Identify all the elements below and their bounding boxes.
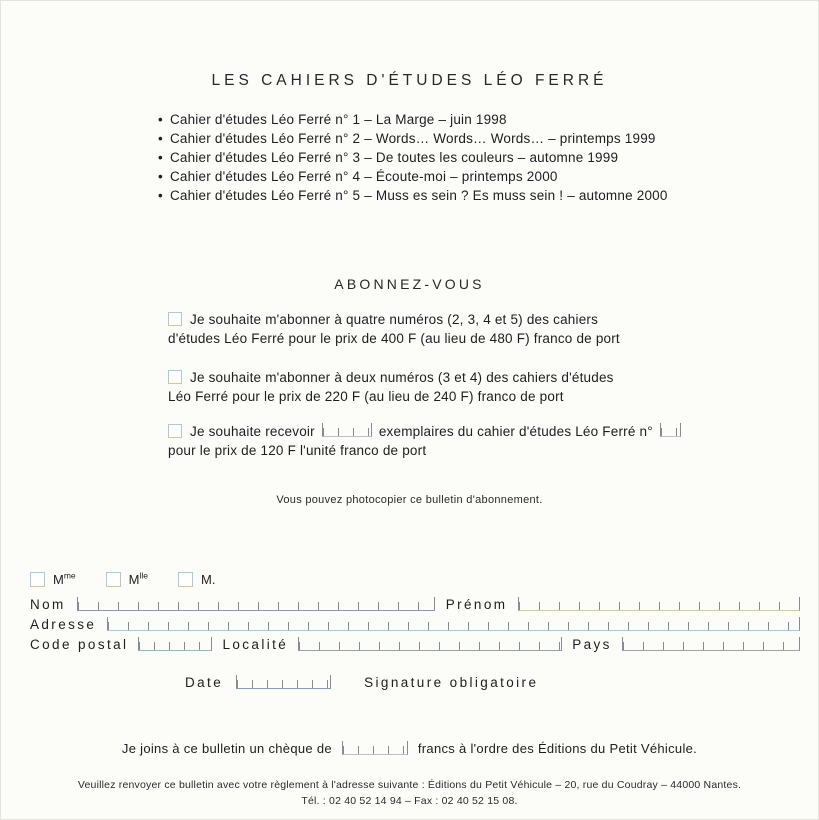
bullet-icon: • — [158, 112, 163, 127]
adresse-field[interactable] — [107, 617, 800, 631]
civility-mlle-checkbox[interactable] — [106, 572, 121, 587]
option-text-mid: exemplaires du cahier d'études Léo Ferré n° — [378, 424, 653, 439]
list-item — [158, 110, 668, 129]
date-label: Date — [185, 675, 224, 690]
date-field[interactable] — [236, 675, 331, 689]
list-item — [158, 186, 668, 205]
bullet-icon: • — [158, 188, 163, 203]
footer-address-line: Veuillez renvoyer ce bulletin avec votre règlement à l'adresse suivante : Éditions du Petit Véhicule – 20, rue du Coudray – 44000 Nantes. — [77, 779, 742, 791]
option-single-copies-checkbox[interactable] — [168, 424, 182, 438]
issue-text: Cahier d'études Léo Ferré n° 1 – La Marge – juin 1998 — [169, 112, 507, 127]
pays-field[interactable] — [622, 637, 800, 651]
subscription-option-single-copies — [168, 422, 688, 460]
photocopy-note: Vous pouvez photocopier ce bulletin d'abonnement. — [276, 494, 543, 506]
cheque-text-post: francs à l'ordre des Éditions du Petit Véhicule. — [417, 741, 698, 756]
localite-field[interactable] — [298, 637, 562, 651]
copies-quantity-field[interactable] — [322, 423, 372, 437]
signature-label: Signature obligatoire — [364, 675, 539, 690]
cheque-row — [0, 741, 819, 756]
civility-m — [178, 572, 215, 587]
issues-list — [158, 110, 668, 205]
issue-text: Cahier d'études Léo Ferré n° 3 – De toutes les couleurs – automne 1999 — [169, 150, 619, 165]
code-postal-field[interactable] — [138, 637, 212, 651]
civility-m-checkbox[interactable] — [178, 572, 193, 587]
localite-label: Localité — [222, 637, 289, 652]
cheque-text-pre: Je joins à ce bulletin un chèque de — [121, 741, 332, 756]
option-text-line2: d'études Léo Ferré pour le prix de 400 F (au lieu de 480 F) franco de port — [168, 331, 620, 346]
address-row — [30, 617, 800, 632]
option-text-pre: Je souhaite recevoir — [190, 424, 315, 439]
footer — [0, 778, 819, 809]
civility-m-label: M. — [201, 572, 216, 587]
pays-label: Pays — [572, 637, 612, 652]
issue-text: Cahier d'études Léo Ferré n° 2 – Words… Words… Words… – printemps 1999 — [169, 131, 656, 146]
option-text-line1: Je souhaite m'abonner à quatre numéros (2, 3, 4 et 5) des cahiers — [190, 312, 599, 327]
subscription-option-four-issues — [168, 310, 688, 348]
option-four-issues-checkbox[interactable] — [168, 312, 182, 326]
civility-mme-checkbox[interactable] — [30, 572, 45, 587]
list-item — [158, 148, 668, 167]
civility-row — [30, 572, 215, 587]
bullet-icon: • — [158, 131, 163, 146]
list-item — [158, 167, 668, 186]
bullet-icon: • — [158, 150, 163, 165]
footer-phone-line: Tél. : 02 40 52 14 94 – Fax : 02 40 52 15 08. — [301, 794, 518, 807]
list-item — [158, 129, 668, 148]
issue-text: Cahier d'études Léo Ferré n° 5 – Muss es sein ? Es muss sein ! – automne 2000 — [169, 188, 668, 203]
civility-mlle — [106, 572, 148, 587]
subscribe-heading: ABONNEZ-VOUS — [334, 276, 485, 292]
option-text-line2: pour le prix de 120 F l'unité franco de port — [168, 443, 427, 458]
postal-row — [30, 637, 800, 652]
nom-label: Nom — [30, 597, 66, 612]
civility-mlle-label: $M^{lle}$ — [128, 570, 149, 587]
civility-mme — [30, 572, 76, 587]
nom-field[interactable] — [77, 597, 435, 611]
prenom-label: Prénom — [445, 597, 508, 612]
option-text-line2: Léo Ferré pour le prix de 220 F (au lieu de 240 F) franco de port — [168, 389, 564, 404]
issue-number-field[interactable] — [660, 423, 681, 437]
bullet-icon: • — [158, 169, 163, 184]
code-postal-label: Code postal — [30, 637, 129, 652]
issue-text: Cahier d'études Léo Ferré n° 4 – Écoute-moi – printemps 2000 — [169, 169, 558, 184]
name-row — [30, 597, 800, 612]
subscription-option-two-issues — [168, 368, 688, 406]
prenom-field[interactable] — [518, 597, 800, 611]
date-row — [185, 675, 538, 690]
page-title: LES CAHIERS D'ÉTUDES LÉO FERRÉ — [211, 72, 608, 89]
cheque-amount-field[interactable] — [342, 741, 408, 755]
civility-mme-label: $M^{me}$ — [53, 570, 76, 587]
option-text-line1: Je souhaite m'abonner à deux numéros (3 et 4) des cahiers d'études — [190, 370, 614, 385]
adresse-label: Adresse — [30, 617, 97, 632]
option-two-issues-checkbox[interactable] — [168, 370, 182, 384]
